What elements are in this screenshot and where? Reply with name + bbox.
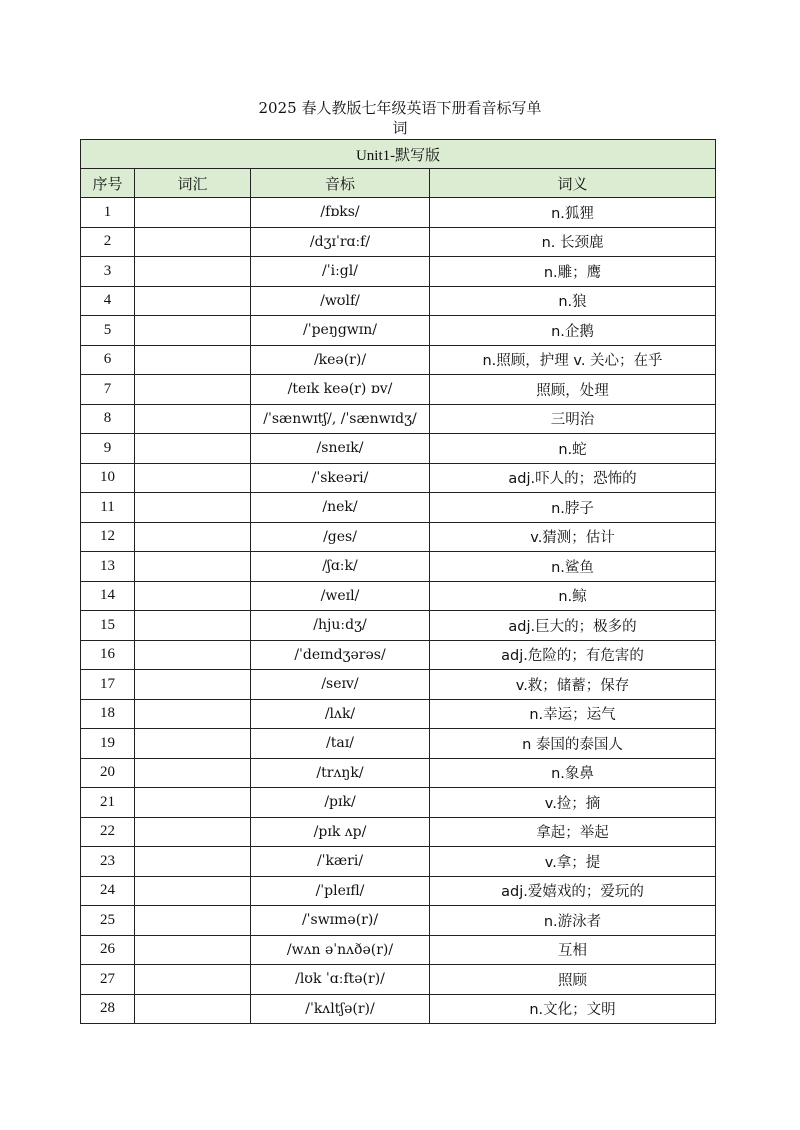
vocabulary-rows	[81, 198, 716, 1024]
header-phonetic: 音标	[251, 169, 430, 198]
table-row	[81, 345, 716, 375]
row-number: 6	[81, 345, 135, 375]
row-number: 11	[81, 493, 135, 523]
table-row	[81, 581, 716, 611]
row-number: 14	[81, 581, 135, 611]
row-number: 9	[81, 434, 135, 464]
meaning-cell: v.救；储蓄；保存	[430, 670, 716, 700]
table-row	[81, 257, 716, 287]
row-number: 27	[81, 965, 135, 995]
table-row	[81, 552, 716, 582]
header-word: 词汇	[135, 169, 251, 198]
meaning-cell: n.游泳者	[430, 906, 716, 936]
meaning-cell: 互相	[430, 935, 716, 965]
row-number: 5	[81, 316, 135, 346]
document-title	[0, 98, 800, 138]
table-row	[81, 906, 716, 936]
word-blank-cell	[135, 581, 251, 611]
table-row	[81, 286, 716, 316]
meaning-cell: n.文化；文明	[430, 994, 716, 1024]
row-number: 3	[81, 257, 135, 287]
meaning-cell: n 泰国的泰国人	[430, 729, 716, 759]
table-row	[81, 758, 716, 788]
word-blank-cell	[135, 994, 251, 1024]
meaning-cell: adj.吓人的；恐怖的	[430, 463, 716, 493]
vocabulary-table	[80, 139, 716, 1024]
row-number: 10	[81, 463, 135, 493]
word-blank-cell	[135, 758, 251, 788]
header-meaning: 词义	[430, 169, 716, 198]
table-row	[81, 965, 716, 995]
row-number: 13	[81, 552, 135, 582]
phonetic-cell: /seɪv/	[251, 670, 430, 700]
column-header-row	[81, 169, 716, 198]
table-row	[81, 227, 716, 257]
table-row	[81, 493, 716, 523]
word-blank-cell	[135, 286, 251, 316]
phonetic-cell: /ges/	[251, 522, 430, 552]
word-blank-cell	[135, 847, 251, 877]
phonetic-cell: /fɒks/	[251, 198, 430, 228]
meaning-cell: adj.爱嬉戏的；爱玩的	[430, 876, 716, 906]
meaning-cell: v.猜测；估计	[430, 522, 716, 552]
phonetic-cell: /ˈskeəri/	[251, 463, 430, 493]
meaning-cell: 拿起；举起	[430, 817, 716, 847]
word-blank-cell	[135, 552, 251, 582]
phonetic-cell: /weɪl/	[251, 581, 430, 611]
document-title-line-2: 词	[392, 119, 408, 137]
word-blank-cell	[135, 375, 251, 405]
word-blank-cell	[135, 316, 251, 346]
row-number: 4	[81, 286, 135, 316]
table-row	[81, 522, 716, 552]
table-row	[81, 463, 716, 493]
row-number: 21	[81, 788, 135, 818]
word-blank-cell	[135, 257, 251, 287]
row-number: 22	[81, 817, 135, 847]
row-number: 1	[81, 198, 135, 228]
table-row	[81, 847, 716, 877]
table-row	[81, 198, 716, 228]
phonetic-cell: /ˈkæri/	[251, 847, 430, 877]
phonetic-cell: /ˈdeɪndʒərəs/	[251, 640, 430, 670]
row-number: 8	[81, 404, 135, 434]
meaning-cell: n.幸运；运气	[430, 699, 716, 729]
unit-label: Unit1-默写版	[81, 140, 716, 169]
word-blank-cell	[135, 611, 251, 641]
word-blank-cell	[135, 935, 251, 965]
word-blank-cell	[135, 522, 251, 552]
phonetic-cell: /keə(r)/	[251, 345, 430, 375]
phonetic-cell: /wʌn əˈnʌðə(r)/	[251, 935, 430, 965]
phonetic-cell: /lʌk/	[251, 699, 430, 729]
unit-header-row	[81, 140, 716, 169]
document-title-line-1: 2025 春人教版七年级英语下册看音标写单	[258, 99, 542, 117]
phonetic-cell: /ˈpleɪfl/	[251, 876, 430, 906]
word-blank-cell	[135, 404, 251, 434]
meaning-cell: 照顾	[430, 965, 716, 995]
row-number: 20	[81, 758, 135, 788]
table-row	[81, 817, 716, 847]
table-row	[81, 935, 716, 965]
phonetic-cell: /lʊk ˈɑːftə(r)/	[251, 965, 430, 995]
row-number: 2	[81, 227, 135, 257]
table-row	[81, 994, 716, 1024]
meaning-cell: n.鲸	[430, 581, 716, 611]
table-row	[81, 729, 716, 759]
row-number: 16	[81, 640, 135, 670]
phonetic-cell: /ʃɑːk/	[251, 552, 430, 582]
table-row	[81, 670, 716, 700]
word-blank-cell	[135, 198, 251, 228]
table-row	[81, 375, 716, 405]
header-number: 序号	[81, 169, 135, 198]
meaning-cell: 照顾，处理	[430, 375, 716, 405]
meaning-cell: v.捡；摘	[430, 788, 716, 818]
table-row	[81, 640, 716, 670]
meaning-cell: n.象鼻	[430, 758, 716, 788]
phonetic-cell: /pɪk/	[251, 788, 430, 818]
table-row	[81, 316, 716, 346]
phonetic-cell: /ˈkʌltʃə(r)/	[251, 994, 430, 1024]
meaning-cell: n. 长颈鹿	[430, 227, 716, 257]
table-row	[81, 876, 716, 906]
row-number: 15	[81, 611, 135, 641]
word-blank-cell	[135, 640, 251, 670]
word-blank-cell	[135, 463, 251, 493]
table-row	[81, 434, 716, 464]
row-number: 26	[81, 935, 135, 965]
phonetic-cell: /teɪk keə(r) ɒv/	[251, 375, 430, 405]
row-number: 18	[81, 699, 135, 729]
meaning-cell: adj.巨大的；极多的	[430, 611, 716, 641]
phonetic-cell: /sneɪk/	[251, 434, 430, 464]
row-number: 12	[81, 522, 135, 552]
word-blank-cell	[135, 876, 251, 906]
meaning-cell: n.雕；鹰	[430, 257, 716, 287]
word-blank-cell	[135, 227, 251, 257]
meaning-cell: adj.危险的；有危害的	[430, 640, 716, 670]
phonetic-cell: /nek/	[251, 493, 430, 523]
word-blank-cell	[135, 906, 251, 936]
word-blank-cell	[135, 493, 251, 523]
meaning-cell: n.脖子	[430, 493, 716, 523]
row-number: 7	[81, 375, 135, 405]
row-number: 17	[81, 670, 135, 700]
meaning-cell: n.企鹅	[430, 316, 716, 346]
phonetic-cell: /trʌŋk/	[251, 758, 430, 788]
word-blank-cell	[135, 699, 251, 729]
word-blank-cell	[135, 670, 251, 700]
meaning-cell: v.拿；提	[430, 847, 716, 877]
phonetic-cell: /ˈswɪmə(r)/	[251, 906, 430, 936]
word-blank-cell	[135, 788, 251, 818]
row-number: 24	[81, 876, 135, 906]
meaning-cell: n.鲨鱼	[430, 552, 716, 582]
phonetic-cell: /hjuːdʒ/	[251, 611, 430, 641]
phonetic-cell: /ˈiːgl/	[251, 257, 430, 287]
word-blank-cell	[135, 965, 251, 995]
phonetic-cell: /wʊlf/	[251, 286, 430, 316]
word-blank-cell	[135, 345, 251, 375]
phonetic-cell: /taɪ/	[251, 729, 430, 759]
meaning-cell: n.狐狸	[430, 198, 716, 228]
row-number: 19	[81, 729, 135, 759]
word-blank-cell	[135, 817, 251, 847]
meaning-cell: 三明治	[430, 404, 716, 434]
meaning-cell: n.蛇	[430, 434, 716, 464]
phonetic-cell: /ˈpeŋgwɪn/	[251, 316, 430, 346]
row-number: 25	[81, 906, 135, 936]
meaning-cell: n.狼	[430, 286, 716, 316]
row-number: 28	[81, 994, 135, 1024]
phonetic-cell: /dʒɪˈrɑːf/	[251, 227, 430, 257]
word-blank-cell	[135, 434, 251, 464]
table-row	[81, 404, 716, 434]
phonetic-cell: /ˈsænwɪtʃ/, /ˈsænwɪdʒ/	[251, 404, 430, 434]
table-row	[81, 611, 716, 641]
table-row	[81, 788, 716, 818]
row-number: 23	[81, 847, 135, 877]
phonetic-cell: /pɪk ʌp/	[251, 817, 430, 847]
meaning-cell: n.照顾，护理 v. 关心；在乎	[430, 345, 716, 375]
word-blank-cell	[135, 729, 251, 759]
table-row	[81, 699, 716, 729]
